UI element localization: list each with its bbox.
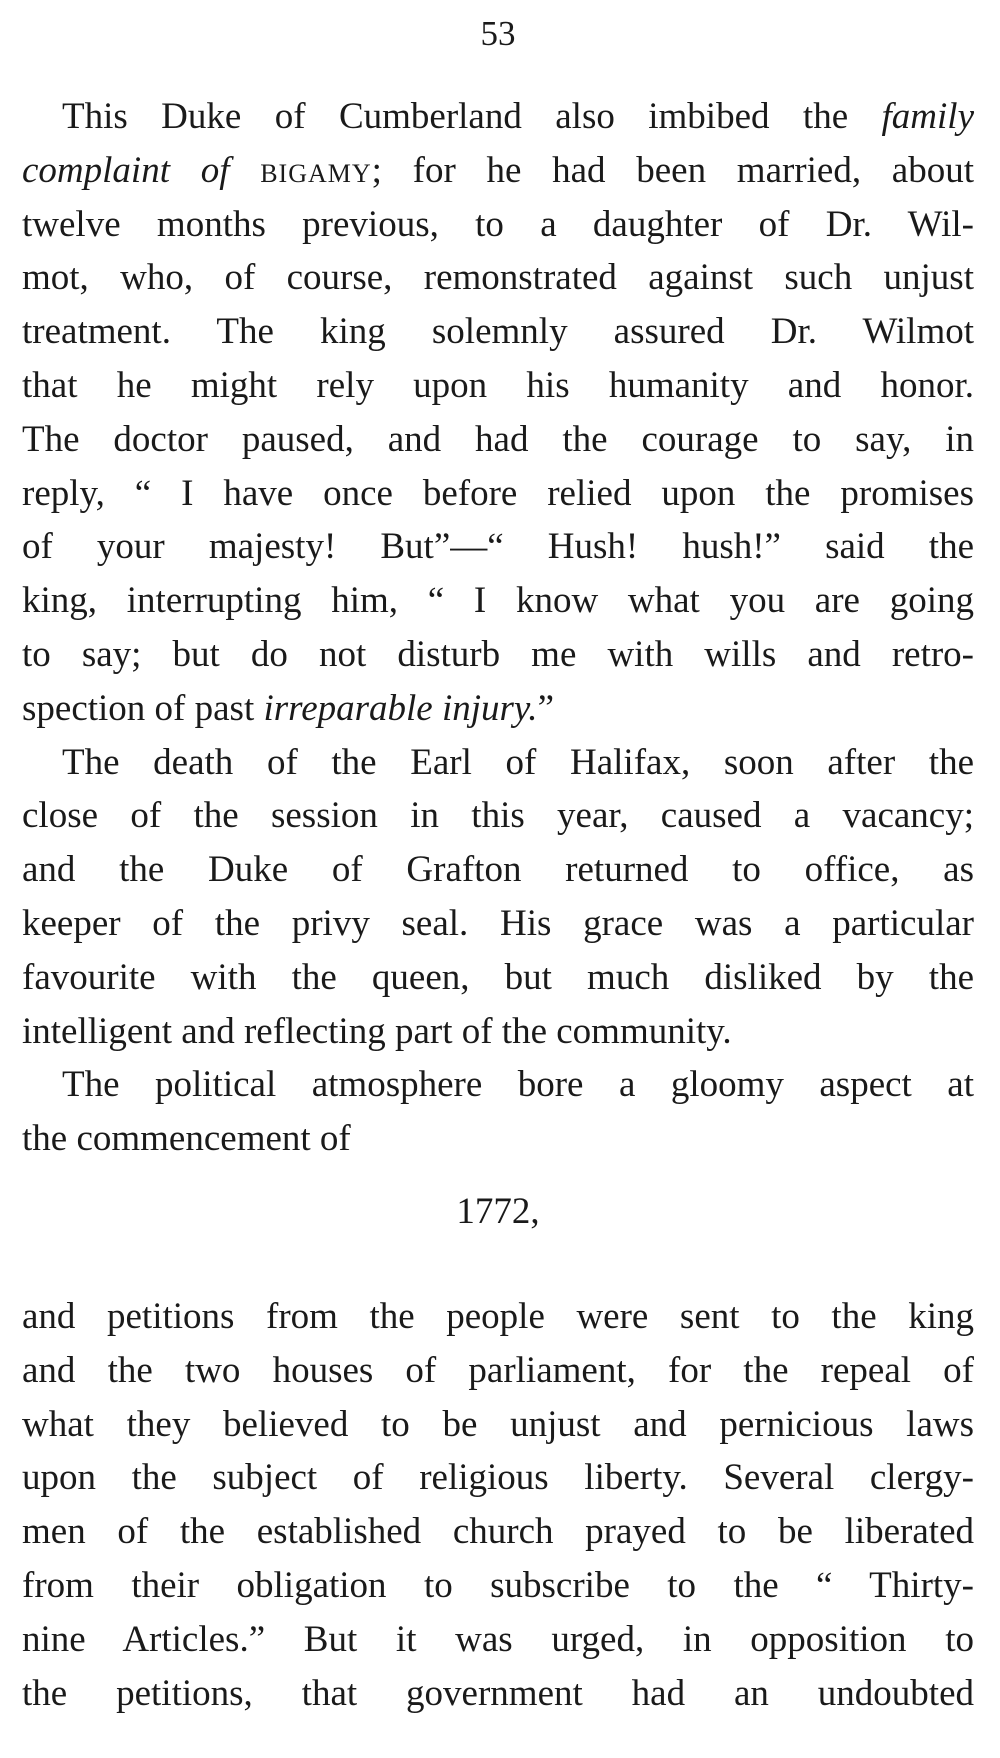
body-text-before-heading	[22, 90, 974, 1166]
text-line: spection of past irreparable injury.”	[22, 687, 554, 729]
text-line: upon the subject of religious liberty. Several clergy-	[22, 1457, 974, 1499]
text-line: complaint of bigamy; for he had been married, about	[22, 149, 974, 191]
text-line: intelligent and reflecting part of the community.	[22, 1010, 732, 1052]
text-line: and the Duke of Grafton returned to office, as	[22, 849, 974, 891]
body-text-after-heading	[22, 1290, 974, 1720]
text-line: The doctor paused, and had the courage to say, in	[22, 418, 974, 460]
text-line: men of the established church prayed to be liberated	[22, 1511, 974, 1553]
text-line: the petitions, that government had an undoubted	[22, 1672, 974, 1714]
text-line: treatment. The king solemnly assured Dr. Wilmot	[22, 311, 974, 353]
text-line: and petitions from the people were sent to the king	[22, 1296, 974, 1337]
text-line: mot, who, of course, remonstrated against such unjust	[22, 257, 974, 299]
text-line: from their obligation to subscribe to the “ Thirty-	[22, 1564, 974, 1606]
text-line: nine Articles.” But it was urged, in opposition to	[22, 1618, 974, 1660]
text-line: to say; but do not disturb me with wills and retro-	[22, 633, 974, 675]
page-number: 53	[480, 14, 516, 53]
text-line: and the two houses of parliament, for the repeal of	[22, 1349, 974, 1391]
text-line: favourite with the queen, but much disliked by the	[22, 956, 974, 998]
italic-run: irreparable injury.	[263, 687, 538, 729]
italic-run: complaint of	[22, 149, 230, 191]
text-line: of your majesty! But”—“ Hush! hush!” said the	[22, 526, 974, 568]
text-line: This Duke of Cumberland also imbibed the family	[62, 96, 974, 137]
text-line: that he might rely upon his humanity and honor.	[22, 364, 974, 406]
text-line: the commencement of	[22, 1118, 351, 1160]
text-line: what they believed to be unjust and pernicious laws	[22, 1403, 974, 1445]
year-heading: 1772,	[456, 1191, 540, 1232]
text-line: reply, “ I have once before relied upon the promises	[22, 472, 974, 514]
book-page	[22, 0, 974, 1758]
text-line: The death of the Earl of Halifax, soon after the	[62, 741, 974, 783]
text-line: twelve months previous, to a daughter of Dr. Wil-	[22, 203, 974, 245]
text-line: king, interrupting him, “ I know what you are going	[22, 580, 974, 622]
small-caps-run: bigamy	[260, 149, 372, 191]
italic-run: family	[881, 96, 974, 137]
text-line: The political atmosphere bore a gloomy aspect at	[62, 1064, 974, 1106]
text-line: keeper of the privy seal. His grace was a particular	[22, 902, 974, 944]
text-line: close of the session in this year, caused a vacancy;	[22, 795, 974, 837]
